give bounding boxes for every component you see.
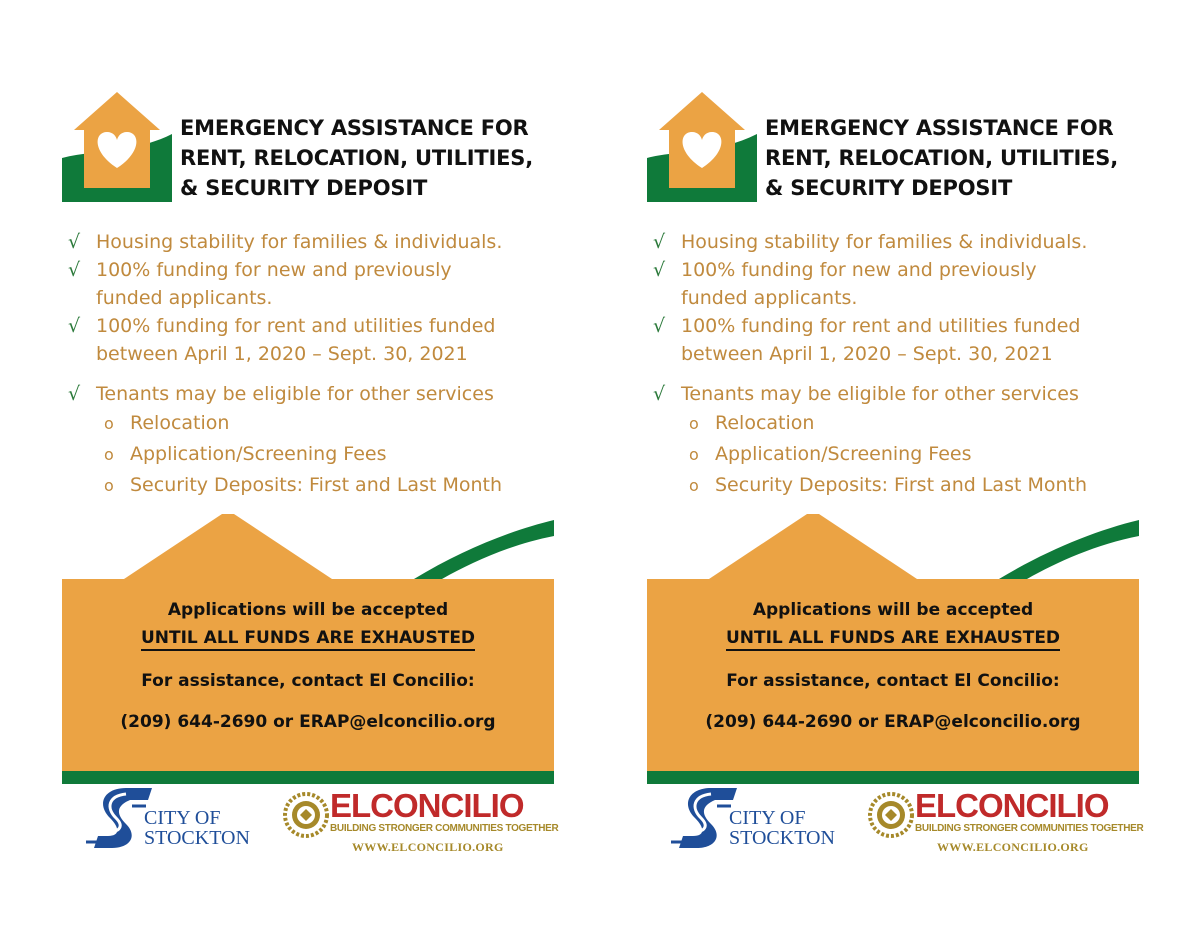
title-line: RENT, RELOCATION, UTILITIES, xyxy=(765,146,1118,170)
checkmark-icon: √ xyxy=(68,231,81,253)
circle-bullet-icon: o xyxy=(689,476,699,495)
notice-contact-label: For assistance, contact El Concilio: xyxy=(141,671,475,691)
page-title xyxy=(765,113,1155,203)
list-item: √ Tenants may be eligible for other services xyxy=(647,380,1147,408)
roof-and-hill-graphic xyxy=(62,510,554,590)
el-concilio-website[interactable]: WWW.ELCONCILIO.ORG xyxy=(352,840,504,854)
list-item: √ 100% funding for rent and utilities funded between April 1, 2020 – Sept. 30, 2021 xyxy=(647,312,1147,368)
checkmark-icon: √ xyxy=(653,315,666,337)
divider xyxy=(647,771,1139,784)
el-concilio-seal-icon xyxy=(283,792,329,838)
checkmark-icon: √ xyxy=(68,259,81,281)
notice-contact-info: (209) 644-2690 or ERAP@elconcilio.org xyxy=(120,712,496,732)
sub-list-item: o Relocation xyxy=(647,408,1147,439)
notice-line: Applications will be accepted xyxy=(167,600,449,620)
circle-bullet-icon: o xyxy=(104,476,114,495)
title-line: & SECURITY DEPOSIT xyxy=(765,176,1013,200)
circle-bullet-icon: o xyxy=(104,445,114,464)
list-item: √ Housing stability for families & individuals. xyxy=(647,228,1147,256)
notice-contact-info: (209) 644-2690 or ERAP@elconcilio.org xyxy=(705,712,1081,732)
el-concilio-tagline: BUILDING STRONGER COMMUNITIES TOGETHER xyxy=(915,823,1144,834)
checkmark-icon: √ xyxy=(653,259,666,281)
el-concilio-logo-text: ELCONCILIO xyxy=(330,787,524,824)
title-line: & SECURITY DEPOSIT xyxy=(180,176,428,200)
city-of-stockton-text: CITY OF STOCKTON xyxy=(729,807,835,849)
notice-deadline: UNTIL ALL FUNDS ARE EXHAUSTED xyxy=(62,628,554,648)
house-heart-logo xyxy=(647,90,757,202)
sub-list-item: o Application/Screening Fees xyxy=(62,439,562,470)
sub-list-item: o Security Deposits: First and Last Month xyxy=(647,470,1147,501)
circle-bullet-icon: o xyxy=(689,445,699,464)
benefit-list xyxy=(62,228,562,501)
page-title xyxy=(180,113,570,203)
notice-contact-label: For assistance, contact El Concilio: xyxy=(726,671,1060,691)
checkmark-icon: √ xyxy=(653,231,666,253)
title-line: EMERGENCY ASSISTANCE FOR xyxy=(180,116,529,140)
el-concilio-website[interactable]: WWW.ELCONCILIO.ORG xyxy=(937,840,1089,854)
checkmark-icon: √ xyxy=(653,383,666,405)
list-item: √ 100% funding for new and previously funded applicants. xyxy=(62,256,562,312)
circle-bullet-icon: o xyxy=(104,414,114,433)
checkmark-icon: √ xyxy=(68,315,81,337)
sub-list-item: o Application/Screening Fees xyxy=(647,439,1147,470)
title-line: RENT, RELOCATION, UTILITIES, xyxy=(180,146,533,170)
list-item: √ 100% funding for rent and utilities funded between April 1, 2020 – Sept. 30, 2021 xyxy=(62,312,562,368)
sub-list-item: o Security Deposits: First and Last Month xyxy=(62,470,562,501)
list-item: √ Housing stability for families & individuals. xyxy=(62,228,562,256)
notice-line: Applications will be accepted xyxy=(752,600,1034,620)
list-item: √ Tenants may be eligible for other services xyxy=(62,380,562,408)
notice-deadline: UNTIL ALL FUNDS ARE EXHAUSTED xyxy=(647,628,1139,648)
el-concilio-logo-text: ELCONCILIO xyxy=(915,787,1109,824)
circle-bullet-icon: o xyxy=(689,414,699,433)
el-concilio-seal-icon xyxy=(868,792,914,838)
sub-list-item: o Relocation xyxy=(62,408,562,439)
flyer-right xyxy=(647,0,1147,927)
house-heart-logo xyxy=(62,90,172,202)
list-item: √ 100% funding for new and previously funded applicants. xyxy=(647,256,1147,312)
benefit-list xyxy=(647,228,1147,501)
city-of-stockton-text: CITY OF STOCKTON xyxy=(144,807,250,849)
divider xyxy=(62,771,554,784)
roof-and-hill-graphic xyxy=(647,510,1139,590)
title-line: EMERGENCY ASSISTANCE FOR xyxy=(765,116,1114,140)
notice-box xyxy=(62,579,554,771)
notice-box xyxy=(647,579,1139,771)
flyer-left xyxy=(62,0,562,927)
el-concilio-tagline: BUILDING STRONGER COMMUNITIES TOGETHER xyxy=(330,823,559,834)
checkmark-icon: √ xyxy=(68,383,81,405)
